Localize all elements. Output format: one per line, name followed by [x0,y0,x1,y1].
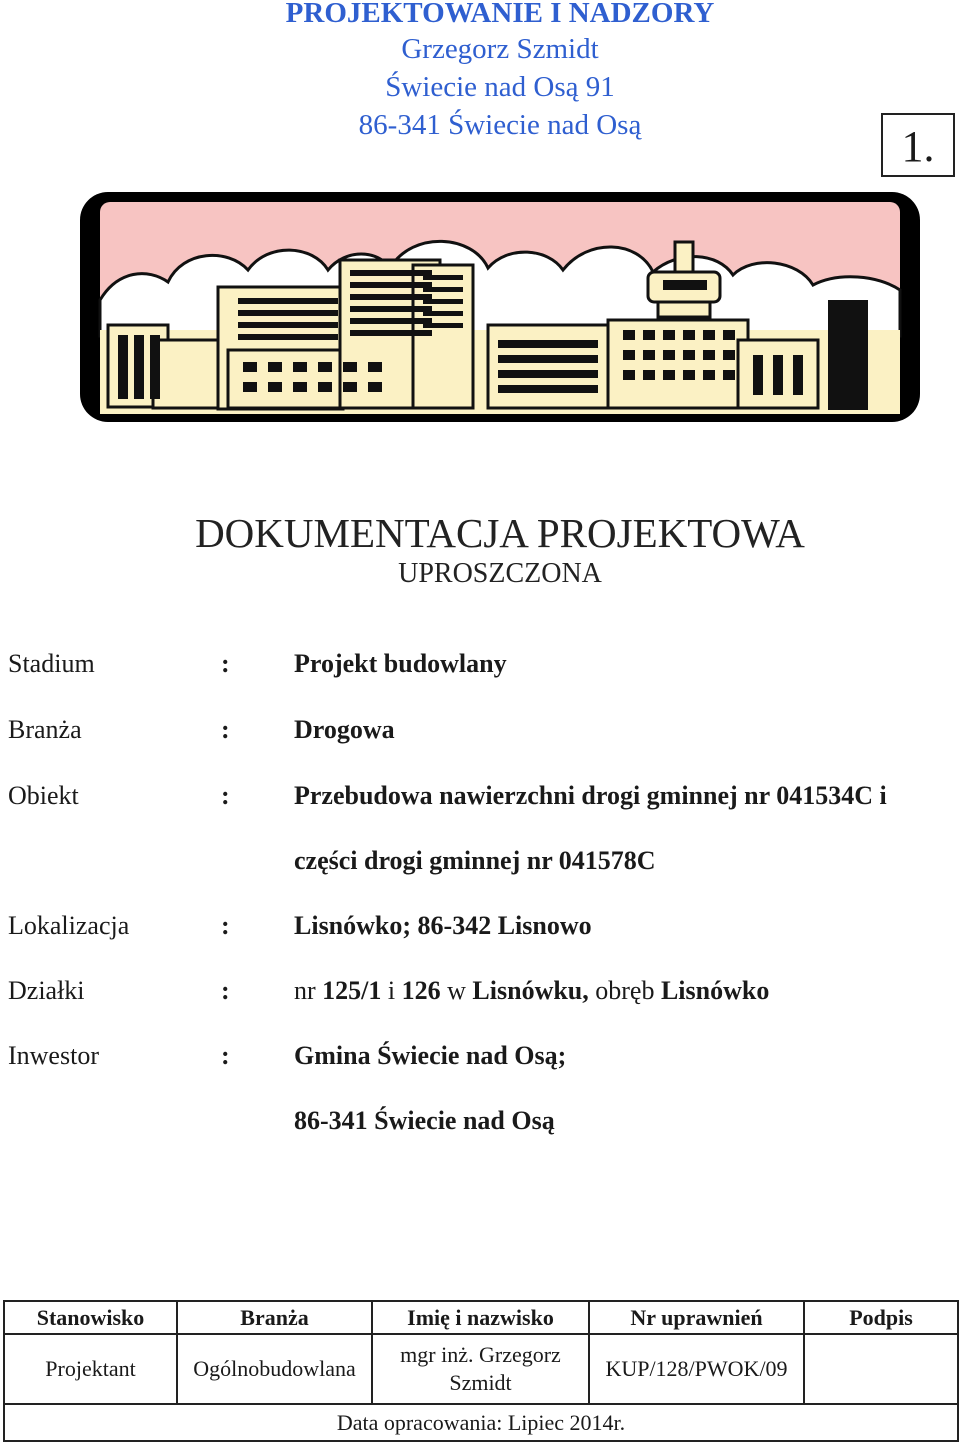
dzialki-value [294,976,769,1006]
cell-imie-nazwisko [372,1334,589,1404]
dzialki-number-2: 126 [401,976,441,1005]
dzialki-colon: : [221,976,230,1005]
header-imie-nazwisko: Imię i nazwisko [372,1301,589,1334]
dzialki-obreb-word: obręb [595,976,655,1005]
cell-branza: Ogólnobudowlana [177,1334,372,1404]
signature-table-header [4,1301,958,1334]
inwestor-value-line1: Gmina Świecie nad Osą; [294,1041,567,1070]
table-row [4,1334,958,1404]
name-line2: Szmidt [449,1370,512,1395]
dzialki-label: Działki [8,976,85,1005]
cell-nr-uprawnien: KUP/128/PWOK/09 [589,1334,804,1404]
dzialki-number-1: 125/1 [322,976,382,1005]
dzialki-nr: nr [294,976,316,1005]
signature-table [3,1300,959,1442]
cell-stanowisko: Projektant [4,1334,177,1404]
obiekt-value-line1: Przebudowa nawierzchni drogi gminnej nr 041534C i [294,781,887,810]
company-postcode-city: 86-341 Świecie nad Osą [358,109,642,141]
table-footer-row [4,1404,958,1441]
lokalizacja-value: Lisnówko; 86-342 Lisnowo [294,911,592,940]
lokalizacja-colon: : [221,911,230,940]
name-line1: mgr inż. Grzegorz [400,1342,561,1367]
stadium-value: Projekt budowlany [294,649,507,678]
stadium-colon: : [221,649,230,678]
company-name: PROJEKTOWANIE I NADZORY [285,0,715,29]
dzialki-in: w [447,976,466,1005]
inwestor-value-line2: 86-341 Świecie nad Osą [294,1106,555,1135]
branza-colon: : [221,715,230,744]
stadium-label: Stadium [8,649,95,678]
dzialki-obreb: Lisnówko [660,976,770,1005]
header-stanowisko: Stanowisko [4,1301,177,1334]
company-address: Świecie nad Osą 91 [385,71,615,103]
lokalizacja-label: Lokalizacja [8,911,130,940]
document-title: DOKUMENTACJA PROJEKTOWA [195,510,805,556]
city-skyline-illustration [78,190,922,424]
obiekt-label: Obiekt [8,781,79,810]
header-podpis: Podpis [804,1301,958,1334]
document-subtitle: UPROSZCZONA [398,558,602,589]
dzialki-place: Lisnówku, [472,976,589,1005]
branza-value: Drogowa [294,715,395,744]
inwestor-colon: : [221,1041,230,1070]
inwestor-label: Inwestor [8,1041,99,1070]
designer-name: Grzegorz Szmidt [401,33,599,65]
obiekt-colon: : [221,781,230,810]
obiekt-value-line2: części drogi gminnej nr 041578C [294,846,656,875]
header-nr-uprawnien: Nr uprawnień [589,1301,804,1334]
page-number-box: 1. [881,113,955,177]
header-branza: Branża [177,1301,372,1334]
dzialki-and: i [387,976,396,1005]
branza-label: Branża [8,715,82,744]
date-of-preparation: Data opracowania: Lipiec 2014r. [4,1404,958,1441]
cell-podpis [804,1334,958,1404]
